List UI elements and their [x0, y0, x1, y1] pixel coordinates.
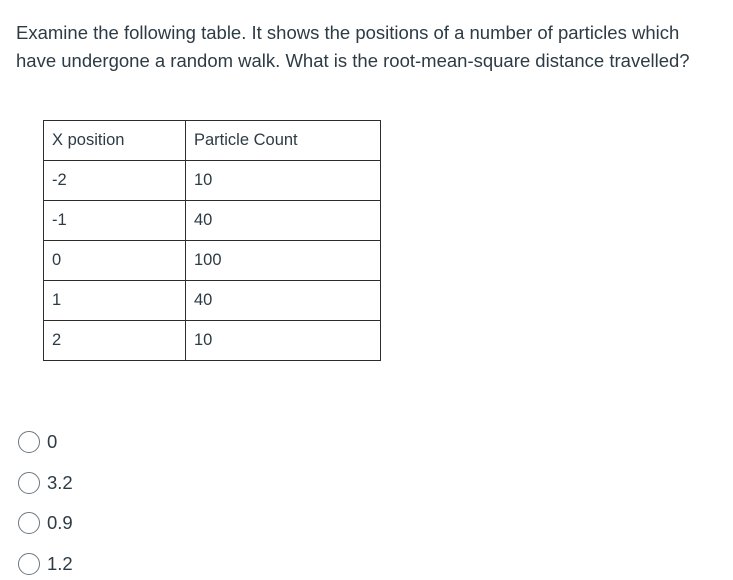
answer-label[interactable]: 0 [47, 431, 58, 453]
cell-x-position: -1 [44, 201, 186, 241]
cell-particle-count: 10 [186, 161, 381, 201]
radio-button[interactable] [18, 553, 40, 575]
answer-option[interactable] [18, 463, 73, 504]
cell-particle-count: 40 [186, 201, 381, 241]
radio-button[interactable] [18, 512, 40, 534]
table-row [44, 281, 381, 321]
answer-label[interactable]: 3.2 [47, 471, 73, 493]
table-row [44, 241, 381, 281]
table-row [44, 201, 381, 241]
answer-option[interactable] [18, 422, 73, 463]
radio-button[interactable] [18, 431, 40, 453]
particle-table [43, 120, 381, 361]
cell-particle-count: 40 [186, 281, 381, 321]
radio-button[interactable] [18, 472, 40, 494]
answer-label[interactable]: 1.2 [47, 552, 73, 574]
cell-x-position: 2 [44, 321, 186, 361]
table-row [44, 321, 381, 361]
answer-label[interactable]: 0.9 [47, 512, 73, 534]
table-header-row [44, 121, 381, 161]
header-particle-count: Particle Count [186, 121, 381, 161]
question-text: Examine the following table. It shows the positions of a number of particles which have undergone a random walk. What is the root-mean-square distance travelled? [16, 22, 690, 71]
header-x-position: X position [44, 121, 186, 161]
cell-x-position: -2 [44, 161, 186, 201]
answer-option[interactable] [18, 544, 73, 580]
answer-option[interactable] [18, 503, 73, 544]
cell-particle-count: 10 [186, 321, 381, 361]
cell-x-position: 0 [44, 241, 186, 281]
cell-particle-count: 100 [186, 241, 381, 281]
cell-x-position: 1 [44, 281, 186, 321]
answer-options [18, 422, 73, 580]
table-row [44, 161, 381, 201]
